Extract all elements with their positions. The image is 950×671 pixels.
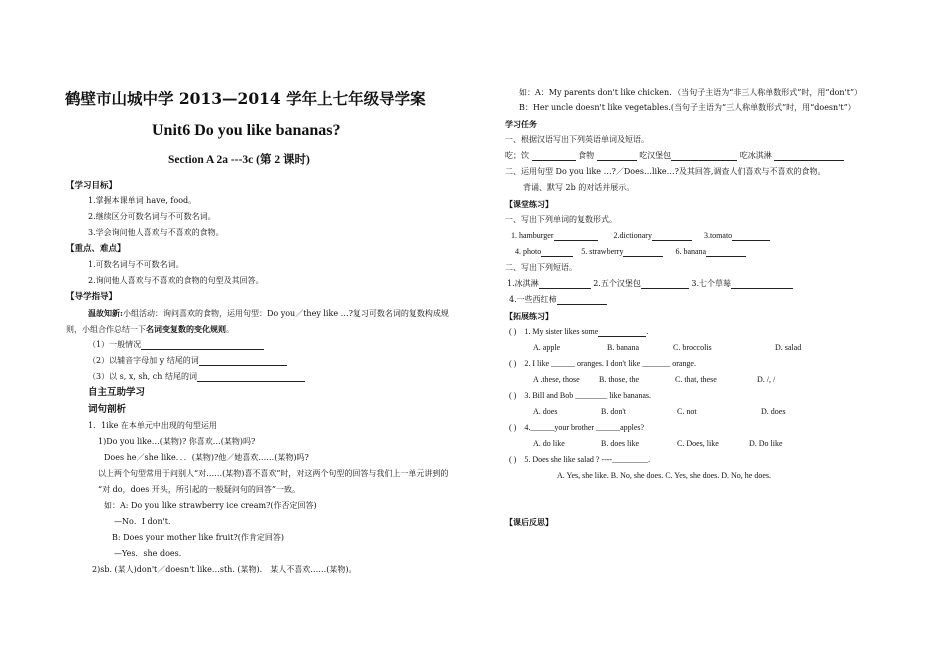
option[interactable]: A. apple <box>533 343 561 352</box>
option[interactable]: D. /, / <box>757 375 776 384</box>
question-text: 3. Bill and Bob ________ like bananas. <box>524 391 651 400</box>
option[interactable]: D. does <box>761 407 786 416</box>
review-line-2 <box>66 324 234 335</box>
answer-blank[interactable] <box>641 280 689 289</box>
class-part-2: 二、写出下列短语。 <box>505 263 577 272</box>
right-column <box>475 0 950 671</box>
blank-label: 吃汉堡包 <box>639 151 672 160</box>
guidance-heading: 【导学指导】 <box>66 292 118 302</box>
answer-blank[interactable] <box>197 373 305 382</box>
review-label: 温故知新: <box>88 308 123 318</box>
example-b: B: Does your mother like fruit?(作肯定回答) <box>112 533 284 542</box>
example-a: 如：A：My parents don't like chicken．（当句子主语为“非三人称单数形式”时，用“don't”） <box>519 88 863 97</box>
reflection-heading: 【课后反思】 <box>505 517 553 527</box>
answer-blank[interactable] <box>539 280 591 289</box>
task-heading: 学习任务 <box>505 119 537 129</box>
phrase-label: 3.七个草莓 <box>691 279 732 288</box>
self-study-heading: 自主互助学习 <box>88 387 146 398</box>
option[interactable]: C. that, these <box>675 375 717 384</box>
rule-label: （2）以辅音字母加 y 结尾的词 <box>88 356 199 365</box>
word-label: 5. strawberry <box>581 247 624 256</box>
answer-blank[interactable] <box>557 296 607 305</box>
answer-blank[interactable] <box>731 280 793 289</box>
answer-blank[interactable] <box>706 248 746 257</box>
key-point-item: 2.询问他人喜欢与不喜欢的食物的句型及其回答。 <box>88 276 264 285</box>
option[interactable]: D. salad <box>775 343 802 352</box>
answer-blank[interactable] <box>141 341 264 350</box>
option[interactable]: B. those, the <box>599 375 639 384</box>
answer-blank[interactable] <box>652 232 692 241</box>
phrase-row <box>509 295 607 305</box>
task-1-blanks <box>505 151 844 161</box>
example-b-answer: —Yes．she does． <box>114 549 187 558</box>
phrase-label: 1.冰淇淋 <box>507 279 539 288</box>
task-3: 背诵、默写 2b 的对话并展示。 <box>523 183 635 192</box>
option[interactable]: C. broccolis <box>673 343 712 352</box>
answer-blank[interactable] <box>541 248 573 257</box>
rule-item <box>88 356 287 366</box>
blank-label: 吃冰淇淋 <box>739 151 772 160</box>
option[interactable]: B. banana <box>607 343 639 352</box>
analysis-item-1: 1．1ike 在本单元中出现的句型运用 <box>88 421 217 430</box>
example-a-answer: —No．I don't． <box>114 517 177 526</box>
explanation-line: “对 do，does 开头，所引起的一般疑问句的回答”一致。 <box>98 485 300 494</box>
option[interactable]: A. do like <box>533 439 565 448</box>
review-text: 小组活动：询问喜欢的食物，运用句型：Do you／they like …?复习可数名词的复数构成规 <box>122 309 449 318</box>
goal-item: 2.继续区分可数名词与不可数名词。 <box>88 212 216 221</box>
review-line <box>88 308 449 319</box>
blank-label: 食物 <box>578 151 595 160</box>
pattern-1: 1)Do you like…(某物)? 你喜欢…(某物)吗? <box>98 437 256 446</box>
question-text: 2. I like ______ oranges. I don't like _______ orange. <box>524 359 696 368</box>
word-label: 6. banana <box>675 247 707 256</box>
answer-blank[interactable] <box>532 152 576 161</box>
answer-blank[interactable] <box>732 232 770 241</box>
review-text-2c: 。 <box>226 325 234 334</box>
answer-paren[interactable]: ( ) <box>509 455 517 464</box>
rule-label: （1）一般情况 <box>88 340 142 349</box>
unit-title: Unit6 Do you like bananas? <box>152 122 341 139</box>
analysis-heading: 词句剖析 <box>88 404 127 415</box>
question-1: ( ) 1. My sister likes some . <box>509 327 649 336</box>
option-row[interactable]: A. Yes, she like. B. No, she does. C. Yes, she does. D. No, he does. <box>557 471 771 480</box>
section-title: Section A 2a ---3c (第 2 课时) <box>168 154 310 166</box>
answer-paren[interactable]: ( ) <box>509 423 517 432</box>
option[interactable]: B. does like <box>601 439 639 448</box>
word-label: 4. photo <box>515 247 542 256</box>
word-label: 2.dictionary <box>613 231 652 240</box>
phrase-label: 4.一些西红柿 <box>509 295 557 304</box>
option[interactable]: A .these, those <box>533 375 580 384</box>
phrase-label: 2.五个汉堡包 <box>593 279 641 288</box>
option[interactable]: C. not <box>677 407 697 416</box>
answer-paren[interactable]: ( ) <box>509 359 517 368</box>
question-text: 1. My sister likes some <box>524 327 599 336</box>
rule-item <box>88 372 305 382</box>
key-point-item: 1.可数名词与不可数名词。 <box>88 260 184 269</box>
option[interactable]: D. Do like <box>749 439 783 448</box>
answer-paren[interactable]: ( ) <box>509 327 517 336</box>
question-text: 5. Does she like salad ? ----_________. <box>524 455 651 464</box>
option[interactable]: C. Does, like <box>677 439 719 448</box>
option[interactable]: B. don't <box>601 407 626 416</box>
task-2: 二、运用句型 Do you like …?／Does…like…?及其回答,调查人们喜欢与不喜欢的食物。 <box>505 167 826 176</box>
question-2 <box>509 359 696 369</box>
question-5 <box>509 455 650 465</box>
explanation-line: 以上两个句型常用于问别人“对……(某物)喜不喜欢”时，对这两个句型的回答与我们上一单元讲到的 <box>98 469 449 478</box>
goals-heading: 【学习目标】 <box>66 181 118 191</box>
answer-blank[interactable] <box>554 232 598 241</box>
pattern-2: Does he／she like．．．(某物)?他／她喜欢……(某物)吗? <box>104 453 309 462</box>
rule-item <box>88 340 264 350</box>
option[interactable]: A. does <box>533 407 558 416</box>
word-label: 3.tomato <box>703 231 733 240</box>
review-text-2a: 则，小组合作总结一下 <box>66 325 146 334</box>
answer-blank[interactable] <box>597 152 637 161</box>
school-title: 鹤壁市山城中学 2013—2014 学年上七年级导学案 <box>65 89 426 108</box>
question-4 <box>509 423 644 433</box>
goal-item: 3.学会询问他人喜欢与不喜欢的食物。 <box>88 228 224 237</box>
class-part-1: 一、写出下列单词的复数形式。 <box>505 215 617 224</box>
answer-blank[interactable] <box>671 152 737 161</box>
task-1: 一、根据汉语写出下列英语单词及短语。 <box>505 135 649 144</box>
class-practice-heading: 【课堂练习】 <box>505 199 553 209</box>
answer-blank[interactable] <box>774 152 844 161</box>
example-a: 如：A: Do you like strawberry ice cream?(作否定回答) <box>104 501 317 510</box>
word-label: 1. hamburger <box>511 231 554 240</box>
answer-blank[interactable] <box>598 328 646 337</box>
answer-blank[interactable] <box>199 357 287 366</box>
example-b: B：Her uncle doesn't like vegetables.(当句子主语为“三人称单数形式”时，用“doesn't”） <box>519 103 856 112</box>
answer-paren[interactable]: ( ) <box>509 391 517 400</box>
rule-label: （3）以 s, x, sh, ch 结尾的词 <box>88 372 197 381</box>
blank-label: 吃；饮 <box>505 151 529 160</box>
key-points-heading: 【重点、难点】 <box>66 244 126 254</box>
question-text: 4.______your brother ______apples? <box>524 423 645 432</box>
plural-row <box>511 231 770 241</box>
plural-row <box>515 247 746 257</box>
question-3 <box>509 391 651 401</box>
analysis-item-2: 2)sb. (某人)don't／doesn't like…sth. (某物)． 某人不喜欢……(某物)。 <box>92 565 357 574</box>
goal-item: 1.掌握本课单词 have, food。 <box>88 196 197 205</box>
review-text-2b: 名词变复数的变化规则 <box>146 324 226 334</box>
extension-heading: 【拓展练习】 <box>505 311 553 321</box>
phrase-row <box>507 279 793 289</box>
answer-blank[interactable] <box>623 248 663 257</box>
